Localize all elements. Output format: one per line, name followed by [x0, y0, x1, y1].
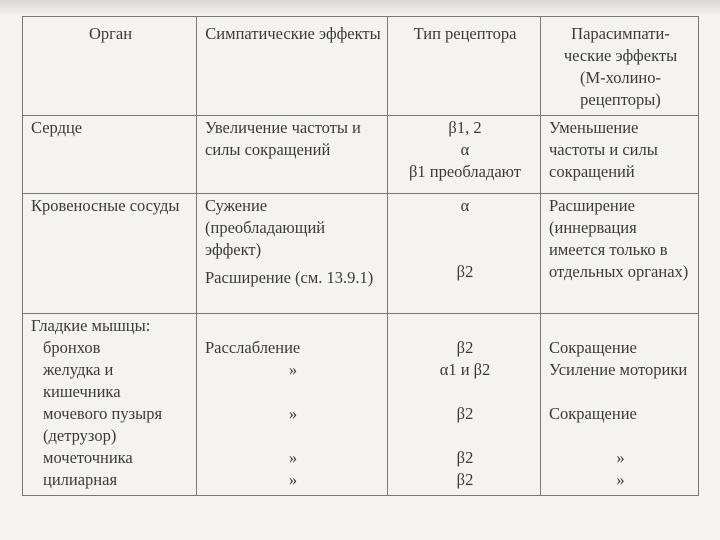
sympathetic-dilation: Расширение (см. 13.9.1): [205, 268, 374, 287]
cell-organ: Сердце: [23, 116, 197, 194]
list-item: »: [288, 404, 298, 423]
list-item: β2: [456, 338, 474, 357]
list-item: желудка и кишечника: [43, 360, 121, 401]
cell-parasympathetic: Уменьшение частоты и силы сокращений: [541, 116, 699, 194]
receptor-line: α: [460, 196, 470, 215]
list-item: »: [288, 470, 298, 489]
header-parasympathetic: Парасимпати-ческие эффекты (М-холино-рецепторы): [541, 17, 699, 116]
receptor-line: β1, 2: [448, 118, 482, 137]
cell-parasympathetic: Расширение (иннервация имеется только в отдельных органах): [541, 194, 699, 314]
header-organ: Орган: [23, 17, 197, 116]
cell-organ: Кровеносные сосуды: [23, 194, 197, 314]
list-item: »: [616, 448, 625, 467]
smooth-muscle-heading: Гладкие мышцы:: [31, 316, 151, 335]
list-item: мочевого пузыря (детрузор): [43, 404, 163, 445]
table-row-vessels: [23, 194, 699, 314]
list-item: β2: [456, 470, 474, 489]
list-item: »: [616, 470, 625, 489]
list-item: β2: [456, 448, 474, 467]
list-item: Сокращение: [549, 404, 637, 423]
table-row-heart: [23, 116, 699, 194]
list-item: β2: [456, 404, 474, 423]
list-item: мочеточника: [43, 448, 133, 467]
header-row: [23, 17, 699, 116]
table-row-smooth-muscle: [23, 314, 699, 496]
list-item: Усиление моторики: [549, 360, 688, 379]
cell-parasympathetic: [541, 314, 699, 496]
list-item: цилиарная: [43, 470, 118, 489]
list-item: »: [288, 360, 298, 379]
scan-edge: [0, 0, 720, 14]
receptor-line: α: [460, 140, 470, 159]
cell-sympathetic: [197, 194, 388, 314]
list-item: Сокращение: [549, 338, 637, 357]
cell-sympathetic: Увеличение частоты и силы сокращений: [197, 116, 388, 194]
list-item: Расслабление: [205, 338, 301, 357]
list-item: »: [288, 448, 298, 467]
cell-organ: [23, 314, 197, 496]
sympathetic-constriction: Сужение (преобладающий эффект): [205, 196, 326, 259]
header-receptor: Тип рецептора: [388, 17, 541, 116]
autonomic-effects-table: [22, 16, 699, 496]
receptor-line: β2: [456, 262, 474, 281]
cell-receptor: [388, 116, 541, 194]
receptor-line: β1 преобладают: [408, 162, 521, 181]
cell-receptor: [388, 314, 541, 496]
cell-receptor: [388, 194, 541, 314]
list-item: α1 и β2: [439, 360, 491, 379]
cell-sympathetic: [197, 314, 388, 496]
list-item: бронхов: [43, 338, 101, 357]
header-sympathetic: Симпатические эффекты: [197, 17, 388, 116]
